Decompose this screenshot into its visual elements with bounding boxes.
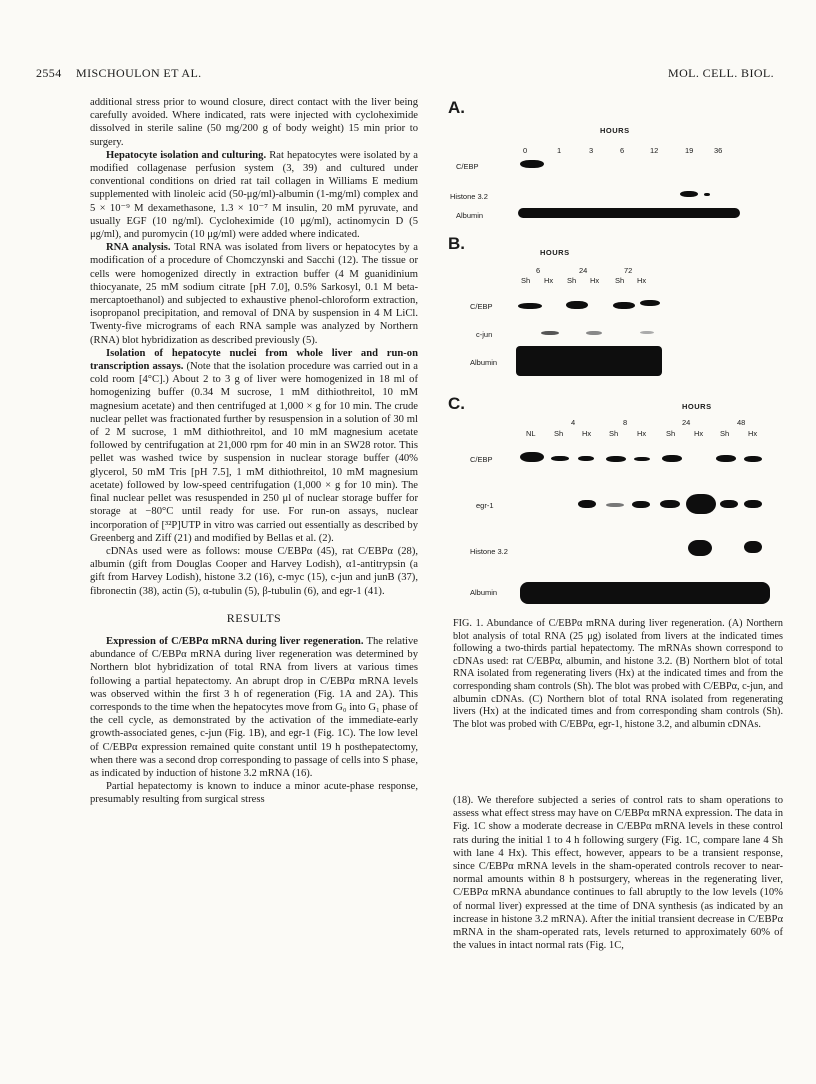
blot-band <box>578 456 594 461</box>
running-authors: MISCHOULON ET AL. <box>76 66 202 80</box>
heading-hepatocyte: Hepatocyte isolation and culturing. <box>106 149 267 161</box>
heading-rna: RNA analysis. <box>106 242 171 254</box>
row-label-egr1: egr-1 <box>476 501 494 510</box>
blot-band <box>551 456 569 461</box>
lane-label: Hx <box>637 276 647 285</box>
blot-band <box>520 582 770 604</box>
lane-label: Hx <box>544 276 554 285</box>
blot-band <box>578 500 596 508</box>
lane-label: Hx <box>637 429 647 438</box>
blot-band <box>662 455 682 462</box>
lane-label: Hx <box>694 429 704 438</box>
blot-band <box>613 302 635 309</box>
lane-label: Sh <box>666 429 676 438</box>
time-label: 4 <box>571 418 576 427</box>
lane-label: 19 <box>685 146 694 155</box>
journal-name: MOL. CELL. BIOL. <box>668 66 775 80</box>
blot-band <box>688 540 712 556</box>
blot-band <box>660 500 680 508</box>
blot-band <box>606 503 624 507</box>
row-label-albumin: Albumin <box>470 358 498 367</box>
blot-band <box>518 303 542 309</box>
blot-band <box>566 301 588 309</box>
lane-label: Sh <box>720 429 730 438</box>
blot-band <box>680 191 698 197</box>
lane-label: Sh <box>521 276 531 285</box>
blot-band <box>634 457 650 461</box>
lane-label: Sh <box>609 429 619 438</box>
row-label-histone: Histone 3.2 <box>450 192 488 201</box>
blot-band <box>716 455 736 462</box>
row-label-cebp: C/EBP <box>470 455 493 464</box>
lane-label: 6 <box>620 146 625 155</box>
lane-label: Sh <box>554 429 564 438</box>
panel-a-label: A. <box>448 98 465 117</box>
paragraph-expression <box>90 635 418 780</box>
blot-band <box>640 300 660 306</box>
lane-label: Sh <box>615 276 625 285</box>
panel-b-hours: HOURS <box>540 248 570 257</box>
blot-band <box>516 346 662 376</box>
lane-label: 0 <box>523 146 528 155</box>
paragraph-methods-end: additional stress prior to wound closure, direct contact with the liver being carefully avoided. Where indicated, rats were injected with cycloheximide dissolved in sterile saline (50 mg/200 g of body weight) 15 min prior to surgery. <box>90 97 418 148</box>
blot-band <box>720 500 738 508</box>
blot-band <box>541 331 559 335</box>
blot-band <box>606 456 626 462</box>
text-nuclei: (Note that the isolation procedure was carried out in a cold room [4°C].) About 2 to 3 g of liver were homogenized in 18 ml of homogenizing buffer (0.34 M sucrose, 1 mM dithiothreitol, 10 mM magnesium acetate) and then centrifuged at 1,000 × g for 10 min. The crude nuclear pellet was fractionated further by resuspension in a solution of 30 ml of 2 M sucrose, 1 mM dithiothreitol, and 10 mM magnesium acetate followed by centrifugation at 21,000 rpm for 40 min in an SW28 rotor. This pellet was washed twice by suspension in nuclear storage buffer (40% glycerol, 50 mM Tris [pH 7.5], 1 mM dithiothreitol, 10 mM magnesium acetate) followed by low-speed centrifugation (1,000 × g for 10 min). The final nuclear pellet was resuspended in 250 μl of nuclear storage buffer for storage at −80°C until ready for use. For run-on assays, nuclear incorporation of [³²P]UTP in vitro was carried out essentially as described by Greenberg and Ziff (21) and modified by Bellas et al. (2). <box>90 361 418 544</box>
figure-caption: FIG. 1. Abundance of C/EBPα mRNA during liver regeneration. (A) Northern blot analysis of total RNA (25 μg) isolated from livers at the indicated times following a two-thirds partial hepatectomy. The mRNAs shown correspond to cDNAs used: rat C/EBPα, albumin, and histone 3.2. (B) Northern blot of total RNA isolated from regenerating livers (Hx) at the indicated times and from the corresponding sham controls (Sh). The blot was probed with C/EBPα, c-jun, and albumin cDNAs. (C) Northern blot of total RNA isolated from regenerating livers (Hx) at the indicated times and from corresponding sham controls (Sh). The blot was probed with C/EBPα, egr-1, histone 3.2, and albumin cDNAs. <box>453 618 783 730</box>
paragraph-rna <box>90 241 418 347</box>
right-column <box>453 794 783 952</box>
blot-band <box>744 541 762 553</box>
lane-label: Hx <box>748 429 758 438</box>
blot-band <box>518 208 740 218</box>
row-label-albumin: Albumin <box>456 211 484 220</box>
row-label-albumin: Albumin <box>470 588 498 597</box>
text-expression: The relative abundance of C/EBPα mRNA during liver regeneration was determined by Northern blot hybridization of total RNA from livers at various times following a partial hepatectomy. An abrupt drop in C/EBPα mRNA levels was observed within the first 3 h of regeneration (Fig. 1A and 2A). This corresponds to the time when the hepatocytes move from G₀ into G₁ phase of the cell cycle, as demonstrated by the activation of the immediate-early growth-associated genes, c-jun (Fig. 1B), and egr-1 (Fig. 1C). The low level of C/EBPα expression remained quite constant until 19 h posthepatectomy, when there was a second drop corresponding to passage of cells into S phase, as indicated by induction of histone 3.2 mRNA (16). <box>90 635 418 779</box>
row-label-histone: Histone 3.2 <box>470 547 508 556</box>
time-label: 24 <box>579 266 588 275</box>
page-number: 2554 <box>36 66 62 80</box>
heading-nuclei: Isolation of hepatocyte nuclei from whole liver and run-on transcription assays. <box>90 347 418 373</box>
time-label: 8 <box>623 418 628 427</box>
lane-label: Sh <box>567 276 577 285</box>
row-label-cjun: c-jun <box>476 330 493 339</box>
text-hepatocyte: Rat hepatocytes were isolated by a modified collagenase perfusion system (3, 39) and cultured under conventional conditions on dried rat tail collagen in Williams E medium supplemented with linoleic acid (50-μg/ml)-albumin (1-mg/ml) complex and 5 × 10⁻⁹ M dexamethasone, 1.3 × 10⁻⁷ M insulin, 20 mM pyruvate, and usually EGF (10 ng/ml). Cycloheximide (10 μg/ml), actinomycin D (5 μg/ml), and puromycin (10 μg/ml) were added where indicated. <box>90 149 418 241</box>
time-label: 48 <box>737 418 746 427</box>
paragraph-cdnas: cDNAs used were as follows: mouse C/EBPα (45), rat C/EBPα (28), albumin (gift from Douglas Cooper and Harvey Lodish), α1-antitrypsin (a gift from Harvey Lodish), histone 3.2 (16), c-myc (15), c-jun and junB (37), fibronectin (38), actin (5), α-tubulin (5), β-tubulin (6), and egr-1 (41). <box>90 545 418 597</box>
lane-label: 12 <box>650 146 659 155</box>
panel-b-label: B. <box>448 234 465 253</box>
lane-label: NL <box>526 429 536 438</box>
paragraph-sham: (18). We therefore subjected a series of control rats to sham operations to assess what effect stress may have on C/EBPα mRNA expression. The data in Fig. 1C show a moderate decrease in C/EBPα mRNA levels in these control rats during the initial 1 to 4 h following surgery (Fig. 1C, compare lane 4 Sh with lane 4 Hx). This effect, however, appears to be a transient response, since C/EBPα mRNA levels in the sham-operated controls recover to near-normal amounts within 8 h postsurgery, whereas in the regenerating liver, C/EBPα mRNA abundance continues to fall abruptly to the low levels (10% of normal liver) expressed at the time of DNA synthesis (as indicated by an increase in histone 3.2 mRNA). After the initial transient decrease in C/EBPα mRNA in the sham-operated rats, levels returned to approximately 60% of the values in intact normal rats (Fig. 1C, <box>453 795 783 952</box>
paragraph-hepatectomy: Partial hepatectomy is known to induce a minor acute-phase response, presumably resulting from surgical stress <box>90 781 418 806</box>
results-heading: RESULTS <box>226 610 282 625</box>
panel-c-hours: HOURS <box>682 402 712 411</box>
blot-band <box>640 331 654 334</box>
panel-a-hours: HOURS <box>600 126 630 135</box>
time-label: 24 <box>682 418 691 427</box>
lane-label: Hx <box>582 429 592 438</box>
text-rna: Total RNA was isolated from livers or hepatocytes by a modification of a procedure of Chomczynski and Sacchi (12). The tissue or cells were homogenized directly in extraction buffer (4 M guanidinium thiocyanate, 25 mM sodium citrate [pH 7.0], 0.5% Sarkosyl, 0.1 M beta-mercaptoethanol) and subjected to exhaustive phenol-chloroform extraction, isopropanol precipitation, and removal of DNA by suspension in 4 M LiCl. Twenty-five micrograms of each RNA sample was analyzed by Northern (RNA) blot hybridization as described previously (5). <box>90 242 419 346</box>
lane-label: 36 <box>714 146 723 155</box>
row-label-cebp: C/EBP <box>456 162 479 171</box>
blot-band <box>686 494 716 514</box>
lane-label: 3 <box>589 146 594 155</box>
panel-c-label: C. <box>448 394 465 413</box>
heading-expression: Expression of C/EBPα mRNA during liver regeneration. <box>106 635 364 647</box>
blot-band <box>632 501 650 508</box>
row-label-cebp: C/EBP <box>470 302 493 311</box>
lane-label: Hx <box>590 276 600 285</box>
time-label: 6 <box>536 266 541 275</box>
time-label: 72 <box>624 266 633 275</box>
paragraph-hepatocyte <box>90 149 418 241</box>
blot-band <box>704 193 710 196</box>
paragraph-nuclei <box>90 347 418 545</box>
blot-band <box>520 160 544 168</box>
blot-band <box>744 456 762 462</box>
left-column <box>90 96 418 807</box>
blot-band <box>586 331 602 335</box>
lane-label: 1 <box>557 146 562 155</box>
blot-band <box>744 500 762 508</box>
blot-band <box>520 452 544 462</box>
